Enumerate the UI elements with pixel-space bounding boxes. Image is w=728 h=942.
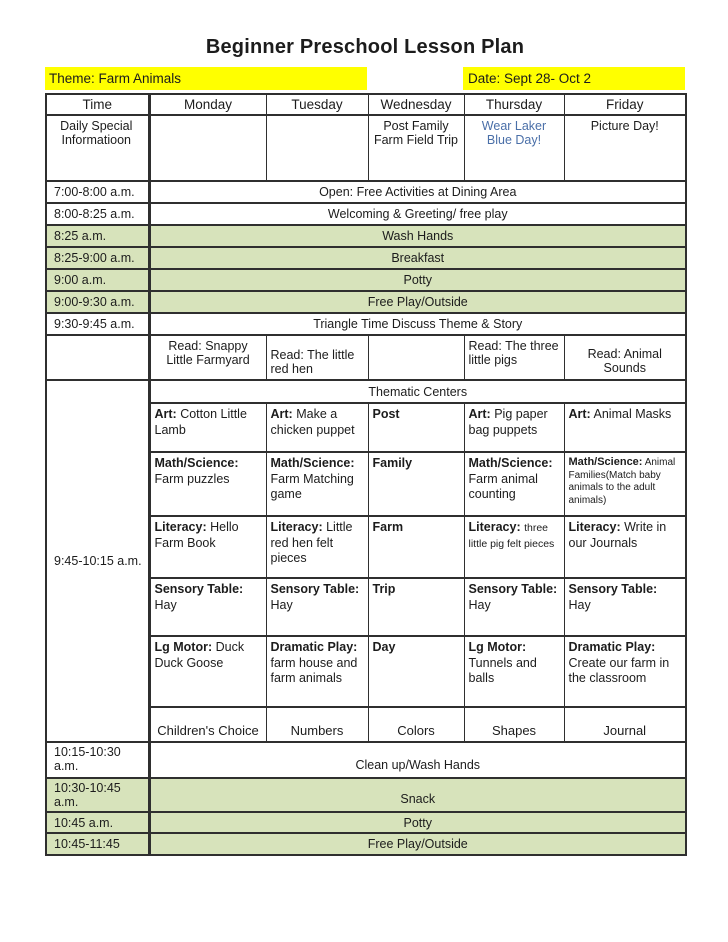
date-label: Date: Sept 28- Oct 2 <box>463 67 685 90</box>
cell-art-thursday: Art: Pig paper bag puppets <box>464 403 564 452</box>
cell-read-tuesday: Read: The little red hen <box>266 335 368 380</box>
activity-label: Snack <box>149 778 686 812</box>
schedule-row-potty-late <box>46 812 686 833</box>
time-label: 10:15-10:30 a.m. <box>46 742 149 778</box>
column-header-tuesday: Tuesday <box>266 94 368 115</box>
cell-choice-wednesday: Colors <box>368 707 464 742</box>
daily-special-label: Daily Special Informatioon <box>46 115 149 181</box>
schedule-row-wash-hands <box>46 225 686 247</box>
center-label: Dramatic Play: <box>568 640 656 654</box>
time-label: 7:00-8:00 a.m. <box>46 181 149 203</box>
center-label: Math/Science: <box>468 456 553 470</box>
cell-literacy-thursday: Literacy: three little pig felt pieces <box>464 516 564 578</box>
time-label: 8:25-9:00 a.m. <box>46 247 149 269</box>
center-label: Literacy: <box>270 520 323 534</box>
cell-sensory-friday: Sensory Table: Hay <box>564 578 686 636</box>
center-label: Art: <box>270 407 293 421</box>
cell-sensory-wednesday <box>368 578 464 636</box>
activity-label: Welcoming & Greeting/ free play <box>149 203 686 225</box>
schedule-row-welcoming <box>46 203 686 225</box>
time-label-centers: 9:45-10:15 a.m. <box>46 380 149 742</box>
cell-special-thursday: Wear Laker Blue Day! <box>464 115 564 181</box>
lesson-plan-table <box>45 93 687 856</box>
cell-read-wednesday <box>368 335 464 380</box>
activity-label: Potty <box>149 812 686 833</box>
cell-art-tuesday: Art: Make a chicken puppet <box>266 403 368 452</box>
cell-literacy-tuesday: Literacy: Little red hen felt pieces <box>266 516 368 578</box>
story-row <box>46 335 686 380</box>
center-label: Family <box>372 456 413 470</box>
cell-special-monday <box>149 115 266 181</box>
center-label: Post <box>372 407 400 421</box>
cell-lgmotor-tuesday: Dramatic Play: farm house and farm animals <box>266 636 368 707</box>
cell-read-monday: Read: Snappy Little Farmyard <box>149 335 266 380</box>
cell-lgmotor-thursday: Lg Motor: Tunnels and balls <box>464 636 564 707</box>
activity-label: Free Play/Outside <box>149 833 686 855</box>
column-header-thursday: Thursday <box>464 94 564 115</box>
time-label: 9:00-9:30 a.m. <box>46 291 149 313</box>
theme-date-bar <box>45 67 685 90</box>
daily-special-row <box>46 115 686 181</box>
theme-label: Theme: Farm Animals <box>45 67 367 90</box>
schedule-row-free-play-late <box>46 833 686 855</box>
center-label: Math/Science: <box>154 456 239 470</box>
cell-literacy-wednesday <box>368 516 464 578</box>
time-label: 10:45-11:45 <box>46 833 149 855</box>
center-label: Art: <box>154 407 177 421</box>
cell-special-wednesday: Post Family Farm Field Trip <box>368 115 464 181</box>
cell-choice-friday: Journal <box>564 707 686 742</box>
time-label-empty <box>46 335 149 380</box>
cell-math-wednesday <box>368 452 464 516</box>
center-label: Day <box>372 640 396 654</box>
cell-read-friday: Read: Animal Sounds <box>564 335 686 380</box>
center-label: Farm <box>372 520 404 534</box>
column-header-monday: Monday <box>149 94 266 115</box>
time-label: 9:30-9:45 a.m. <box>46 313 149 335</box>
activity-label: Breakfast <box>149 247 686 269</box>
header-row <box>46 94 686 115</box>
cell-sensory-thursday: Sensory Table: Hay <box>464 578 564 636</box>
activity-label: Wash Hands <box>149 225 686 247</box>
cell-math-thursday: Math/Science: Farm animal counting <box>464 452 564 516</box>
center-label: Math/Science: <box>568 456 643 468</box>
cell-literacy-monday: Literacy: Hello Farm Book <box>149 516 266 578</box>
center-label: Sensory Table: <box>270 582 360 596</box>
center-label: Art: <box>568 407 591 421</box>
cell-art-wednesday <box>368 403 464 452</box>
center-label: Art: <box>468 407 491 421</box>
center-label: Math/Science: <box>270 456 355 470</box>
cell-lgmotor-wednesday <box>368 636 464 707</box>
schedule-row-free-play-am <box>46 291 686 313</box>
page-title: Beginner Preschool Lesson Plan <box>205 36 525 58</box>
center-label: Literacy: <box>468 520 521 534</box>
cell-math-friday: Math/Science: Animal Families(Match baby animals to the adult animals) <box>564 452 686 516</box>
time-label: 8:25 a.m. <box>46 225 149 247</box>
time-label: 10:30-10:45 a.m. <box>46 778 149 812</box>
time-label: 8:00-8:25 a.m. <box>46 203 149 225</box>
schedule-row-open <box>46 181 686 203</box>
cell-art-monday: Art: Cotton Little Lamb <box>149 403 266 452</box>
cell-choice-monday: Children's Choice <box>149 707 266 742</box>
cell-sensory-monday: Sensory Table: Hay <box>149 578 266 636</box>
center-label: Sensory Table: <box>468 582 558 596</box>
center-label: Trip <box>372 582 396 596</box>
schedule-row-breakfast <box>46 247 686 269</box>
cell-lgmotor-friday: Dramatic Play: Create our farm in the classroom <box>564 636 686 707</box>
center-label: Dramatic Play: <box>270 640 358 654</box>
schedule-row-snack <box>46 778 686 812</box>
cell-read-thursday: Read: The three little pigs <box>464 335 564 380</box>
theme-bar-gap <box>367 67 463 90</box>
activity-label: Triangle Time Discuss Theme & Story <box>149 313 686 335</box>
cell-lgmotor-monday: Lg Motor: Duck Duck Goose <box>149 636 266 707</box>
cell-math-tuesday: Math/Science: Farm Matching game <box>266 452 368 516</box>
time-label: 9:00 a.m. <box>46 269 149 291</box>
cell-sensory-tuesday: Sensory Table: Hay <box>266 578 368 636</box>
time-label: 10:45 a.m. <box>46 812 149 833</box>
schedule-row-potty-am <box>46 269 686 291</box>
center-label: Lg Motor: <box>468 640 527 654</box>
center-label: Sensory Table: <box>568 582 658 596</box>
cell-literacy-friday: Literacy: Write in our Journals <box>564 516 686 578</box>
cell-choice-thursday: Shapes <box>464 707 564 742</box>
center-label: Literacy: <box>568 520 621 534</box>
cell-special-tuesday <box>266 115 368 181</box>
thematic-centers-heading: Thematic Centers <box>149 380 686 403</box>
column-header-time: Time <box>46 94 149 115</box>
center-label: Literacy: <box>154 520 207 534</box>
activity-label: Free Play/Outside <box>149 291 686 313</box>
schedule-row-clean-up <box>46 742 686 778</box>
center-label: Sensory Table: <box>154 582 244 596</box>
cell-math-monday: Math/Science: Farm puzzles <box>149 452 266 516</box>
thematic-centers-heading-row <box>46 380 686 403</box>
column-header-wednesday: Wednesday <box>368 94 464 115</box>
schedule-row-triangle-time <box>46 313 686 335</box>
activity-label: Potty <box>149 269 686 291</box>
cell-special-friday: Picture Day! <box>564 115 686 181</box>
activity-label: Open: Free Activities at Dining Area <box>149 181 686 203</box>
cell-choice-tuesday: Numbers <box>266 707 368 742</box>
cell-art-friday: Art: Animal Masks <box>564 403 686 452</box>
activity-label: Clean up/Wash Hands <box>149 742 686 778</box>
center-label: Lg Motor: <box>154 640 213 654</box>
column-header-friday: Friday <box>564 94 686 115</box>
